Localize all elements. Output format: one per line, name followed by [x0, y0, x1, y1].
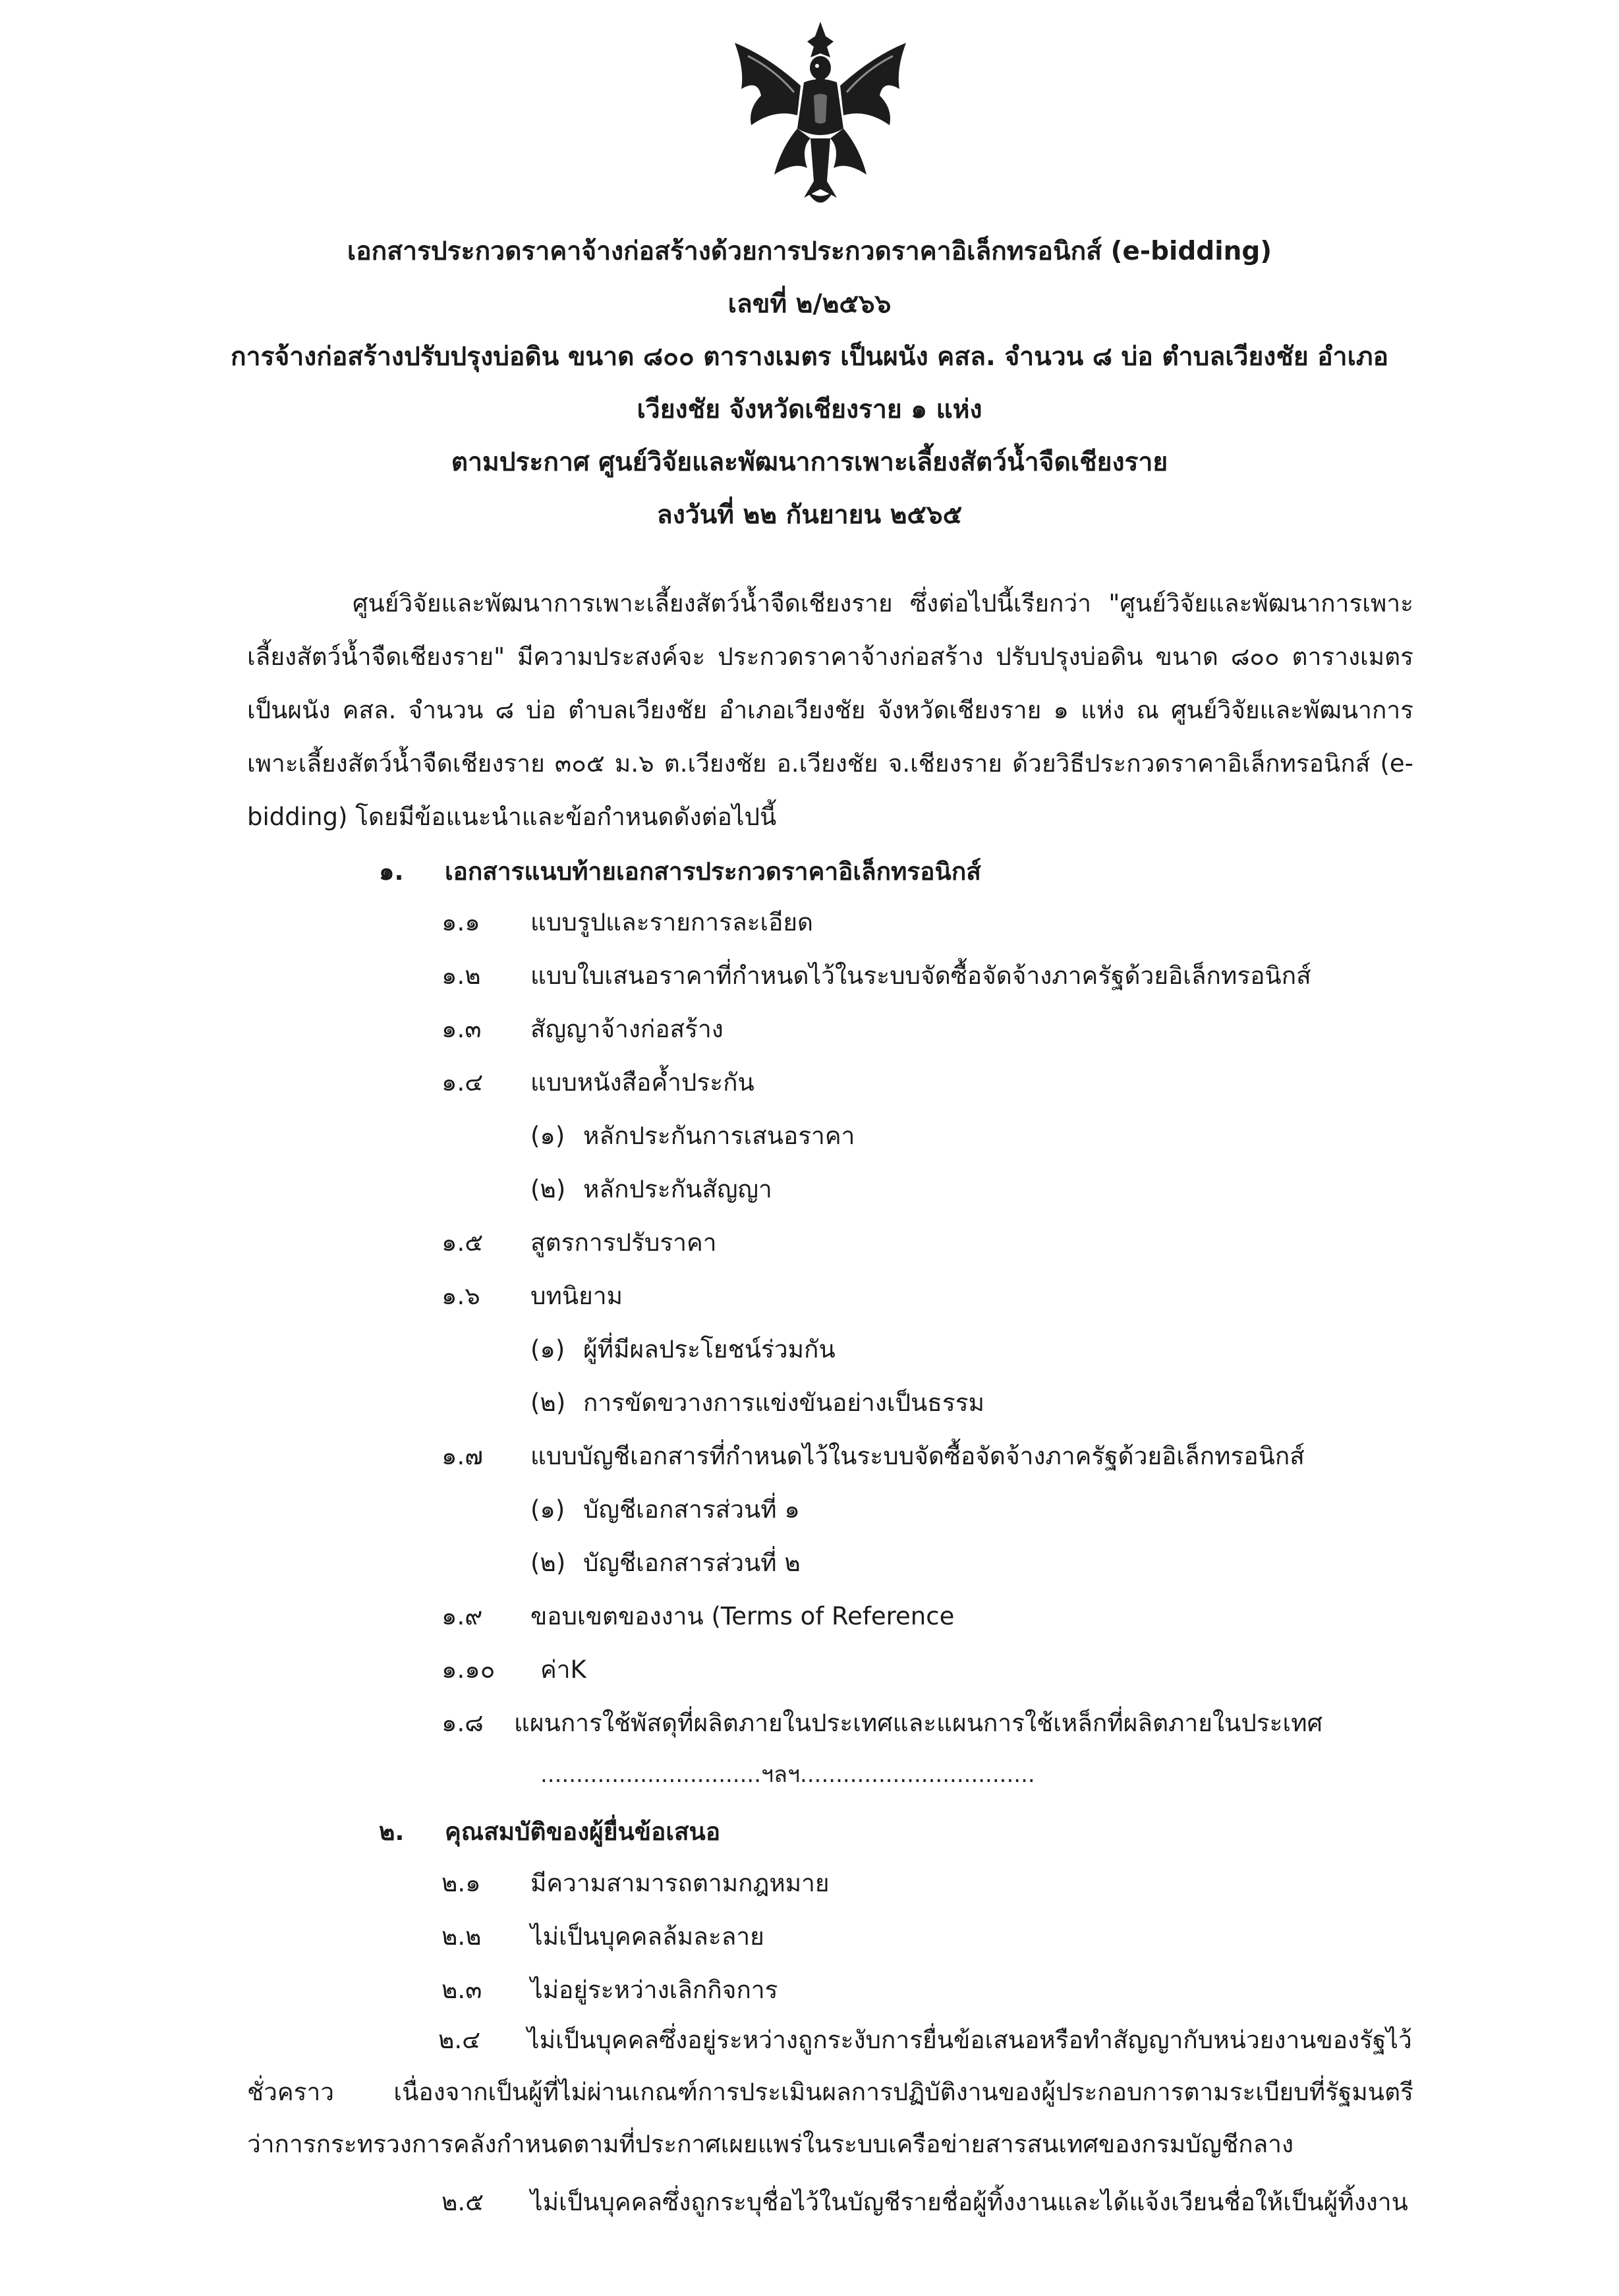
list-item	[441, 1010, 724, 1049]
list-subitem	[530, 1170, 772, 1209]
list-item	[441, 1437, 1305, 1476]
intro-paragraph: ศูนย์วิจัยและพัฒนาการเพาะเลี้ยงสัตว์น้ำจืดเชียงราย ซึ่งต่อไปนี้เรียกว่า "ศูนย์วิจัยและพัฒนาการเพาะเลี้ยงสัตว์น้ำจืดเชียงราย" มีความประสงค์จะ ประกวดราคาจ้างก่อสร้าง ปรับปรุงบ่อดิน ขนาด ๘๐๐ ตารางเมตร เป็นผนัง คสล. จำนวน ๘ บ่อ ตำบลเวียงชัย อำเภอเวียงชัย จังหวัดเชียงราย ๑ แห่ง ณ ศูนย์วิจัยและพัฒนาการเพาะเลี้ยงสัตว์น้ำจืดเชียงราย ๓๐๕ ม.๖ ต.เวียงชัย อ.เวียงชัย จ.เชียงราย ด้วยวิธีประกวดราคาอิเล็กทรอนิกส์ (e-bidding) โดยมีข้อแนะนำและข้อกำหนดดังต่อไปนี้	[247, 589, 1413, 831]
list-item	[441, 1063, 754, 1103]
item-text: มีความสามารถตามกฎหมาย	[530, 1869, 830, 1897]
subitem-text: หลักประกันการเสนอราคา	[583, 1122, 855, 1150]
announcement-line: ตามประกาศ ศูนย์วิจัยและพัฒนาการเพาะเลี้ยงสัตว์น้ำจืดเชียงราย	[451, 447, 1168, 477]
item-text: แบบบัญชีเอกสารที่กำหนดไว้ในระบบจัดซื้อจัดจ้างภาครัฐด้วยอิเล็กทรอนิกส์	[530, 1442, 1305, 1470]
list-item	[441, 903, 813, 942]
list-item	[441, 1650, 586, 1690]
list-item	[441, 956, 1311, 996]
subitem-text: หลักประกันสัญญา	[583, 1175, 772, 1203]
section-title: เอกสารแนบท้ายเอกสารประกวดราคาอิเล็กทรอนิกส์	[445, 857, 981, 886]
item-text: แบบรูปและรายการละเอียด	[530, 908, 814, 936]
section-1-heading	[379, 852, 981, 892]
project-title-line2: เวียงชัย จังหวัดเชียงราย ๑ แห่ง	[637, 395, 982, 424]
item-number: ๒.๕	[441, 2188, 484, 2216]
section-number: ๑.	[379, 857, 404, 886]
subitem-number: (๑)	[530, 1495, 565, 1524]
item-text: ไม่อยู่ระหว่างเลิกกิจการ	[530, 1976, 778, 2004]
item-number: ๒.๒	[441, 1922, 482, 1951]
item-text: ค่าK	[540, 1655, 586, 1684]
subitem-text: บัญชีเอกสารส่วนที่ ๒	[583, 1549, 801, 1577]
list-subitem	[530, 1490, 800, 1530]
subitem-number: (๑)	[530, 1122, 565, 1150]
item-number: ๑.๘	[441, 1709, 484, 1737]
section-number: ๒.	[379, 1818, 405, 1846]
item-number: ๑.๓	[441, 1015, 482, 1043]
item-number: ๑.๖	[441, 1282, 480, 1310]
item-text: แผนการใช้พัสดุที่ผลิตภายในประเทศและแผนการใช้เหล็กที่ผลิตภายในประเทศ	[514, 1709, 1323, 1737]
list-item-paragraph	[247, 2014, 1413, 2170]
item-text: สูตรการปรับราคา	[530, 1228, 717, 1257]
announcement-date: ลงวันที่ ๒๒ กันยายน ๒๕๖๕	[656, 500, 963, 530]
garuda-emblem-icon	[722, 16, 919, 214]
list-item	[441, 1597, 954, 1636]
subitem-text: บัญชีเอกสารส่วนที่ ๑	[583, 1495, 800, 1524]
item-number: ๑.๒	[441, 961, 481, 990]
document-number: เลขที่ ๒/๒๕๖๖	[727, 289, 892, 319]
item-number: ๑.๑๐	[441, 1655, 496, 1684]
item-text: สัญญาจ้างก่อสร้าง	[530, 1015, 724, 1043]
item-text: ไม่เป็นบุคคลซึ่งอยู่ระหว่างถูกระงับการยื่นข้อเสนอหรือทำสัญญากับหน่วยงานของรัฐไว้ชั่วคราว เนื่องจากเป็นผู้ที่ไม่ผ่านเกณฑ์การประเมินผลการปฏิบัติงานของผู้ประกอบการตามระเบียบที่รัฐมนตรีว่าการกระทรวงการคลังกำหนดตามที่ประกาศเผยแพร่ในระบบเครือข่ายสารสนเทศของกรมบัญชีกลาง	[247, 2026, 1413, 2158]
list-item	[441, 1277, 623, 1316]
item-number: ๒.๔	[438, 2026, 481, 2054]
item-number: ๑.๑	[441, 908, 480, 936]
subitem-number: (๒)	[530, 1389, 566, 1417]
item-text: ขอบเขตของงาน (Terms of Reference	[530, 1602, 955, 1630]
subitem-number: (๑)	[530, 1335, 565, 1363]
subitem-text: ผู้ที่มีผลประโยชน์ร่วมกัน	[583, 1335, 836, 1363]
section-2-heading	[379, 1812, 720, 1852]
item-number: ๒.๓	[441, 1976, 482, 2004]
item-text: ไม่เป็นบุคคลล้มละลาย	[530, 1922, 764, 1951]
list-subitem	[530, 1543, 801, 1583]
project-title-line1: การจ้างก่อสร้างปรับปรุงบ่อดิน ขนาด ๘๐๐ ตารางเมตร เป็นผนัง คสล. จำนวน ๘ บ่อ ตำบลเวียงชัย อำเภอ	[230, 342, 1389, 372]
list-item	[441, 1223, 717, 1263]
item-number: ๒.๑	[441, 1869, 481, 1897]
list-item	[441, 1970, 778, 2010]
section-title: คุณสมบัติของผู้ยื่นข้อเสนอ	[445, 1818, 721, 1846]
list-item	[441, 1704, 1322, 1743]
item-number: ๑.๕	[441, 1228, 484, 1257]
etc-line: ...............................ฯลฯ.................................	[540, 1762, 1035, 1788]
list-subitem	[530, 1330, 836, 1369]
item-text: แบบใบเสนอราคาที่กำหนดไว้ในระบบจัดซื้อจัดจ้างภาครัฐด้วยอิเล็กทรอนิกส์	[530, 961, 1311, 990]
item-text: ไม่เป็นบุคคลซึ่งถูกระบุชื่อไว้ในบัญชีรายชื่อผู้ทิ้งงานและได้แจ้งเวียนชื่อให้เป็นผู้ทิ้งงาน	[530, 2188, 1408, 2216]
document-title: เอกสารประกวดราคาจ้างก่อสร้างด้วยการประกวดราคาอิเล็กทรอนิกส์ (e-bidding)	[347, 237, 1272, 266]
list-item	[441, 1864, 830, 1903]
list-item	[441, 1917, 764, 1957]
item-number: ๑.๙	[441, 1602, 483, 1630]
item-number: ๑.๗	[441, 1442, 484, 1470]
item-text: บทนิยาม	[530, 1282, 623, 1310]
list-subitem	[530, 1116, 855, 1156]
subitem-text: การขัดขวางการแข่งขันอย่างเป็นธรรม	[583, 1389, 985, 1417]
list-item	[441, 2183, 1408, 2222]
subitem-number: (๒)	[530, 1549, 566, 1577]
item-number: ๑.๔	[441, 1068, 484, 1097]
item-text: แบบหนังสือค้ำประกัน	[530, 1068, 754, 1097]
list-subitem	[530, 1383, 984, 1423]
subitem-number: (๒)	[530, 1175, 566, 1203]
